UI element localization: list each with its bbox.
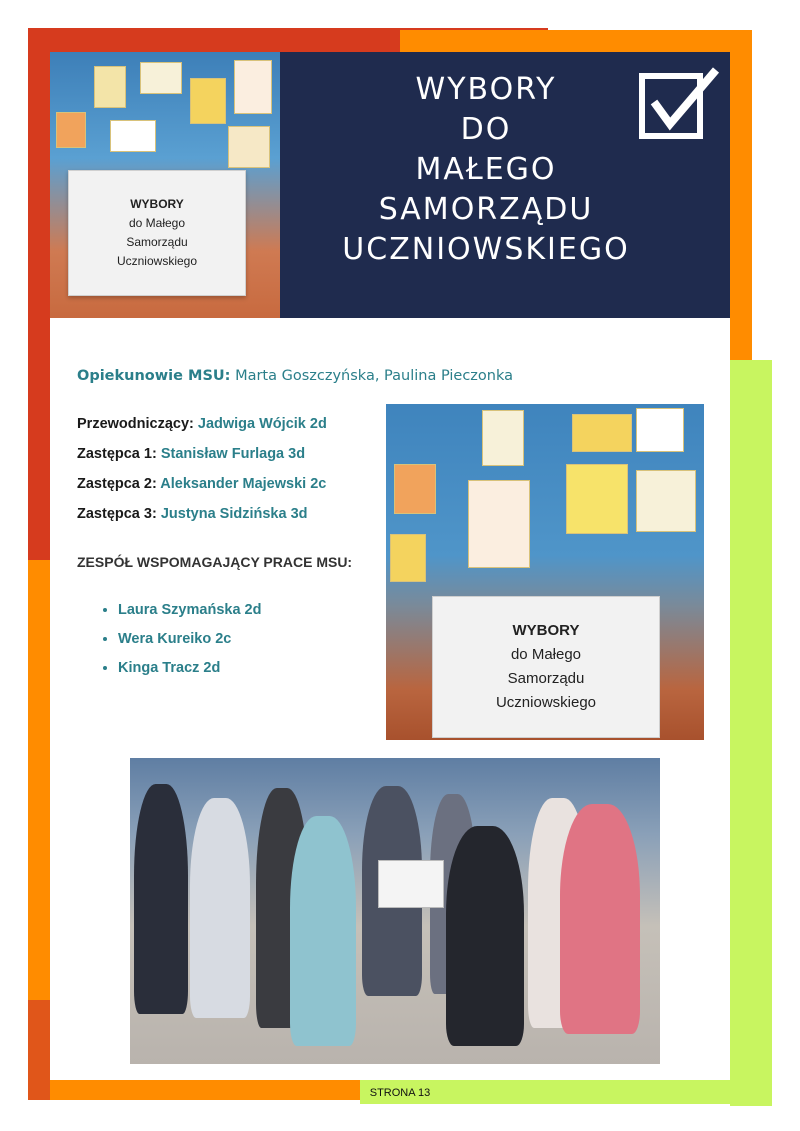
- role-label: Zastępca 2:: [77, 476, 157, 492]
- wall-poster: [482, 410, 524, 466]
- wall-poster: [110, 120, 156, 152]
- frame-orange-top: [400, 30, 752, 52]
- ballot-box: [378, 860, 444, 908]
- ballot-box-text: WYBORY: [130, 197, 184, 211]
- ballot-box-photo: [386, 404, 704, 740]
- role-value: Justyna Sidzińska 3d: [160, 506, 308, 522]
- guardians-names: Marta Goszczyńska, Paulina Pieczonka: [235, 368, 513, 384]
- role-label: Zastępca 1:: [77, 446, 157, 462]
- wall-poster: [234, 60, 272, 114]
- ballot-box: [68, 170, 246, 296]
- group-photo: [130, 758, 660, 1064]
- wall-poster: [228, 126, 270, 168]
- checkbox-check-icon: [638, 66, 722, 142]
- ballot-box-text: Uczniowskiego: [116, 254, 198, 268]
- header-banner: [50, 52, 730, 318]
- title-line: UCZNIOWSKIEGO: [342, 232, 630, 267]
- header-ballot-box-photo: [50, 52, 280, 318]
- role-value: Aleksander Majewski 2c: [160, 476, 327, 492]
- role-value: Jadwiga Wójcik 2d: [197, 416, 327, 432]
- page-content: [50, 52, 730, 1080]
- ballot-box-text: Samorządu: [507, 670, 585, 687]
- ballot-box-text: WYBORY: [512, 622, 580, 639]
- wall-poster: [636, 408, 684, 452]
- frame-green-right: [730, 360, 772, 1106]
- role-row: [77, 446, 327, 476]
- role-value: Stanisław Furlaga 3d: [160, 446, 306, 462]
- child-figure: [560, 804, 640, 1034]
- title-line: DO: [460, 112, 512, 147]
- child-figure: [446, 826, 524, 1046]
- wall-poster: [390, 534, 426, 582]
- ballot-box-text: Samorządu: [126, 235, 188, 249]
- ballot-box-text: do Małego: [510, 646, 582, 663]
- wall-poster: [56, 112, 86, 148]
- ballot-box: [432, 596, 660, 738]
- header-title-panel: [280, 52, 730, 318]
- role-label: Zastępca 3:: [77, 506, 157, 522]
- ballot-box-text: Uczniowskiego: [495, 694, 597, 711]
- title-line: MAŁEGO: [415, 152, 557, 187]
- wall-poster: [140, 62, 182, 94]
- frame-red-bottom-left: [28, 1000, 50, 1100]
- wall-poster: [394, 464, 436, 514]
- wall-poster: [636, 470, 696, 532]
- wall-poster: [566, 464, 628, 534]
- role-row: [77, 506, 327, 536]
- page-number: STRONA 13: [369, 1087, 431, 1099]
- wall-poster: [94, 66, 126, 108]
- title-line: SAMORZĄDU: [378, 192, 594, 227]
- child-figure: [190, 798, 250, 1018]
- child-figure: [134, 784, 188, 1014]
- role-label: Przewodniczący:: [77, 416, 194, 432]
- council-roles: [77, 416, 327, 536]
- child-figure: [290, 816, 356, 1046]
- title-line: WYBORY: [415, 72, 557, 107]
- guardians-label: Opiekunowie MSU:: [77, 368, 231, 384]
- guardians-line: [77, 368, 513, 384]
- team-list: [90, 602, 261, 689]
- list-item: • Wera Kureiko 2c: [118, 631, 261, 660]
- list-item: • Kinga Tracz 2d: [118, 660, 261, 689]
- wall-poster: [190, 78, 226, 124]
- ballot-box-text: do Małego: [128, 216, 186, 230]
- wall-poster: [572, 414, 632, 452]
- team-heading: ZESPÓŁ WSPOMAGAJĄCY PRACE MSU:: [77, 554, 353, 570]
- role-row: [77, 416, 327, 446]
- list-item: • Laura Szymańska 2d: [118, 602, 261, 631]
- wall-poster: [468, 480, 530, 568]
- role-row: [77, 476, 327, 506]
